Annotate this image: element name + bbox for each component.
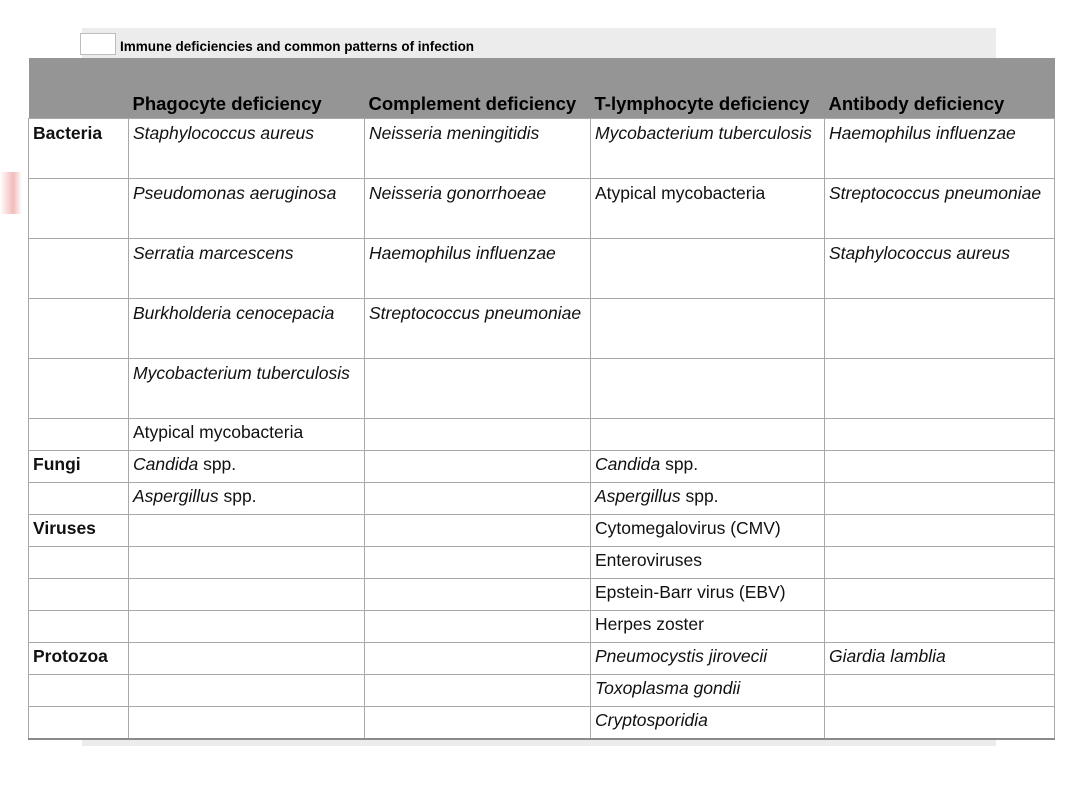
antibody-cell	[825, 451, 1055, 483]
table-row	[29, 675, 1055, 707]
table-row	[29, 451, 1055, 483]
t-lymphocyte-cell: Cytomegalovirus (CMV)	[591, 515, 825, 547]
t-lymphocyte-cell	[591, 359, 825, 419]
organism-suffix: spp.	[198, 454, 237, 474]
row-category	[29, 359, 129, 419]
table-row	[29, 579, 1055, 611]
row-category	[29, 419, 129, 451]
row-category	[29, 239, 129, 299]
complement-cell: Neisseria meningitidis	[365, 119, 591, 179]
table-row	[29, 515, 1055, 547]
phagocyte-cell	[129, 515, 365, 547]
t-lymphocyte-cell	[591, 483, 825, 515]
antibody-cell: Giardia lamblia	[825, 643, 1055, 675]
table-row	[29, 359, 1055, 419]
antibody-cell	[825, 299, 1055, 359]
row-category	[29, 547, 129, 579]
antibody-cell	[825, 515, 1055, 547]
header-category	[29, 58, 129, 119]
table-row	[29, 707, 1055, 740]
phagocyte-cell: Burkholderia cenocepacia	[129, 299, 365, 359]
phagocyte-cell: Staphylococcus aureus	[129, 119, 365, 179]
antibody-cell	[825, 359, 1055, 419]
table-caption: Immune deficiencies and common patterns of infection	[120, 39, 475, 54]
header-complement: Complement deficiency	[365, 58, 591, 119]
organism-genus: Aspergillus	[133, 486, 219, 506]
row-category: Protozoa	[29, 643, 129, 675]
antibody-cell	[825, 675, 1055, 707]
phagocyte-cell	[129, 643, 365, 675]
table-row	[29, 483, 1055, 515]
organism-suffix: spp.	[680, 486, 719, 506]
row-category	[29, 611, 129, 643]
complement-cell	[365, 675, 591, 707]
row-category	[29, 299, 129, 359]
t-lymphocyte-cell: Cryptosporidia	[591, 707, 825, 740]
t-lymphocyte-cell	[591, 419, 825, 451]
header-phagocyte: Phagocyte deficiency	[129, 58, 365, 119]
row-category	[29, 707, 129, 740]
organism-suffix: spp.	[218, 486, 257, 506]
decorative-accent	[0, 172, 22, 214]
organism-genus: Candida	[595, 454, 661, 474]
t-lymphocyte-cell	[591, 239, 825, 299]
phagocyte-cell	[129, 611, 365, 643]
row-category	[29, 579, 129, 611]
complement-cell	[365, 359, 591, 419]
header-t-lymphocyte: T-lymphocyte deficiency	[591, 58, 825, 119]
antibody-cell: Staphylococcus aureus	[825, 239, 1055, 299]
table-row	[29, 547, 1055, 579]
phagocyte-cell: Atypical mycobacteria	[129, 419, 365, 451]
antibody-cell	[825, 611, 1055, 643]
complement-cell: Haemophilus influenzae	[365, 239, 591, 299]
table-row	[29, 643, 1055, 675]
table-row	[29, 179, 1055, 239]
table-row	[29, 239, 1055, 299]
row-category: Fungi	[29, 451, 129, 483]
t-lymphocyte-cell	[591, 299, 825, 359]
phagocyte-cell	[129, 579, 365, 611]
phagocyte-cell	[129, 707, 365, 740]
organism-suffix: spp.	[660, 454, 699, 474]
complement-cell	[365, 515, 591, 547]
complement-cell	[365, 419, 591, 451]
header-row	[29, 58, 1055, 119]
table-row	[29, 419, 1055, 451]
organism-genus: Candida	[133, 454, 199, 474]
t-lymphocyte-cell: Herpes zoster	[591, 611, 825, 643]
complement-cell	[365, 579, 591, 611]
row-category: Bacteria	[29, 119, 129, 179]
t-lymphocyte-cell: Enteroviruses	[591, 547, 825, 579]
t-lymphocyte-cell	[591, 451, 825, 483]
phagocyte-cell	[129, 547, 365, 579]
complement-cell: Streptococcus pneumoniae	[365, 299, 591, 359]
complement-cell	[365, 547, 591, 579]
phagocyte-cell	[129, 451, 365, 483]
t-lymphocyte-cell: Toxoplasma gondii	[591, 675, 825, 707]
antibody-cell	[825, 547, 1055, 579]
caption-checkbox[interactable]	[80, 33, 116, 55]
phagocyte-cell: Serratia marcescens	[129, 239, 365, 299]
t-lymphocyte-cell: Epstein-Barr virus (EBV)	[591, 579, 825, 611]
complement-cell	[365, 643, 591, 675]
header-antibody: Antibody deficiency	[825, 58, 1055, 119]
antibody-cell	[825, 707, 1055, 740]
infection-patterns-table	[28, 58, 1055, 740]
antibody-cell	[825, 483, 1055, 515]
row-category	[29, 179, 129, 239]
organism-genus: Aspergillus	[595, 486, 681, 506]
antibody-cell: Haemophilus influenzae	[825, 119, 1055, 179]
row-category	[29, 483, 129, 515]
t-lymphocyte-cell: Pneumocystis jirovecii	[591, 643, 825, 675]
antibody-cell	[825, 419, 1055, 451]
table-row	[29, 119, 1055, 179]
antibody-cell	[825, 579, 1055, 611]
table-row	[29, 299, 1055, 359]
complement-cell	[365, 707, 591, 740]
phagocyte-cell: Mycobacterium tuberculosis	[129, 359, 365, 419]
antibody-cell: Streptococcus pneumoniae	[825, 179, 1055, 239]
row-category: Viruses	[29, 515, 129, 547]
complement-cell: Neisseria gonorrhoeae	[365, 179, 591, 239]
table-row	[29, 611, 1055, 643]
t-lymphocyte-cell: Atypical mycobacteria	[591, 179, 825, 239]
t-lymphocyte-cell: Mycobacterium tuberculosis	[591, 119, 825, 179]
phagocyte-cell	[129, 675, 365, 707]
phagocyte-cell: Pseudomonas aeruginosa	[129, 179, 365, 239]
complement-cell	[365, 451, 591, 483]
row-category	[29, 675, 129, 707]
complement-cell	[365, 611, 591, 643]
complement-cell	[365, 483, 591, 515]
phagocyte-cell	[129, 483, 365, 515]
